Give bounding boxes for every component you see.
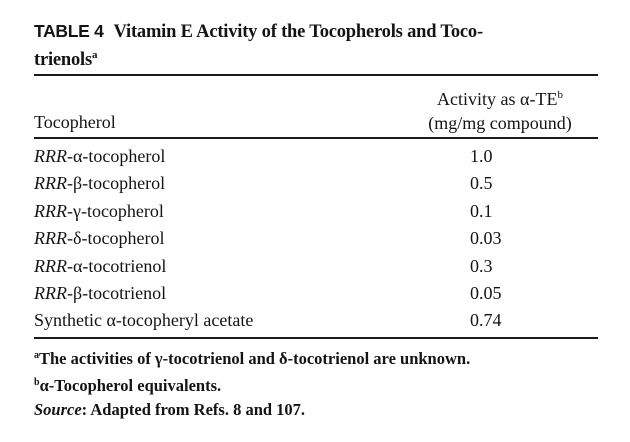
table-title-line2: trienols: [34, 50, 93, 70]
compound-label: -δ-tocopherol: [67, 228, 165, 249]
source-text: : Adapted from Refs. 8 and 107.: [81, 400, 306, 419]
table-body: [34, 144, 598, 336]
table-row: [34, 281, 598, 308]
table-row: [34, 226, 598, 253]
table-caption: [34, 20, 609, 72]
compound-label: Synthetic α-tocopheryl acetate: [34, 310, 254, 331]
footnote-b-text: α-Tocopherol equivalents.: [39, 376, 222, 395]
activity-value: 0.5: [470, 173, 493, 194]
column-header-footnote-mark: b: [557, 89, 563, 101]
title-footnote-mark: a: [92, 49, 98, 61]
compound-name: [34, 281, 166, 305]
compound-label: -γ-tocopherol: [67, 200, 164, 221]
compound-label: -α-tocopherol: [67, 146, 166, 166]
compound-name: [34, 144, 165, 168]
table-row: [34, 171, 598, 198]
compound-name: [34, 199, 164, 223]
activity-value: 0.05: [470, 282, 502, 303]
compound-name: [34, 308, 253, 332]
stereo-prefix: RRR: [34, 255, 67, 276]
activity-value: 1.0: [470, 146, 493, 166]
table-number: TABLE 4: [34, 21, 104, 41]
footnote-a-mark: a: [34, 350, 39, 361]
footnote-a: [34, 344, 604, 371]
compound-name: [34, 171, 165, 195]
table-row: [34, 254, 598, 281]
top-rule: [34, 74, 598, 76]
blank-patch: [445, 394, 595, 424]
column-header-activity-line1: Activity as α-TE: [437, 89, 558, 109]
column-header-tocopherol: Tocopherol: [34, 112, 116, 132]
header-rule: [34, 137, 598, 139]
compound-name: [34, 226, 164, 250]
stereo-prefix: RRR: [34, 282, 67, 303]
bottom-rule: [34, 337, 598, 339]
stereo-prefix: RRR: [34, 228, 67, 249]
footnote-b-mark: b: [34, 377, 40, 388]
activity-value: 0.03: [470, 228, 502, 249]
table-row: [34, 144, 598, 171]
activity-value: 0.74: [470, 310, 502, 331]
column-header-activity-line2: (mg/mg compound): [428, 113, 572, 133]
activity-value: 0.1: [470, 200, 493, 221]
column-header-activity: [400, 83, 600, 135]
compound-name: [34, 254, 166, 278]
source-label: Source: [34, 400, 82, 419]
compound-label: -β-tocopherol: [67, 173, 166, 194]
footnote-a-text: The activities of γ-tocotrienol and δ-tocotrienol are unknown.: [39, 349, 471, 368]
table-row: [34, 308, 598, 335]
compound-label: -α-tocotrienol: [67, 255, 167, 276]
activity-value: 0.3: [470, 255, 493, 276]
table-row: [34, 199, 598, 226]
stereo-prefix: RRR: [34, 173, 67, 194]
stereo-prefix: RRR: [34, 146, 67, 166]
table-title-line1: Vitamin E Activity of the Tocopherols and Toco-: [113, 22, 483, 42]
stereo-prefix: RRR: [34, 200, 67, 221]
compound-label: -β-tocotrienol: [67, 282, 167, 303]
